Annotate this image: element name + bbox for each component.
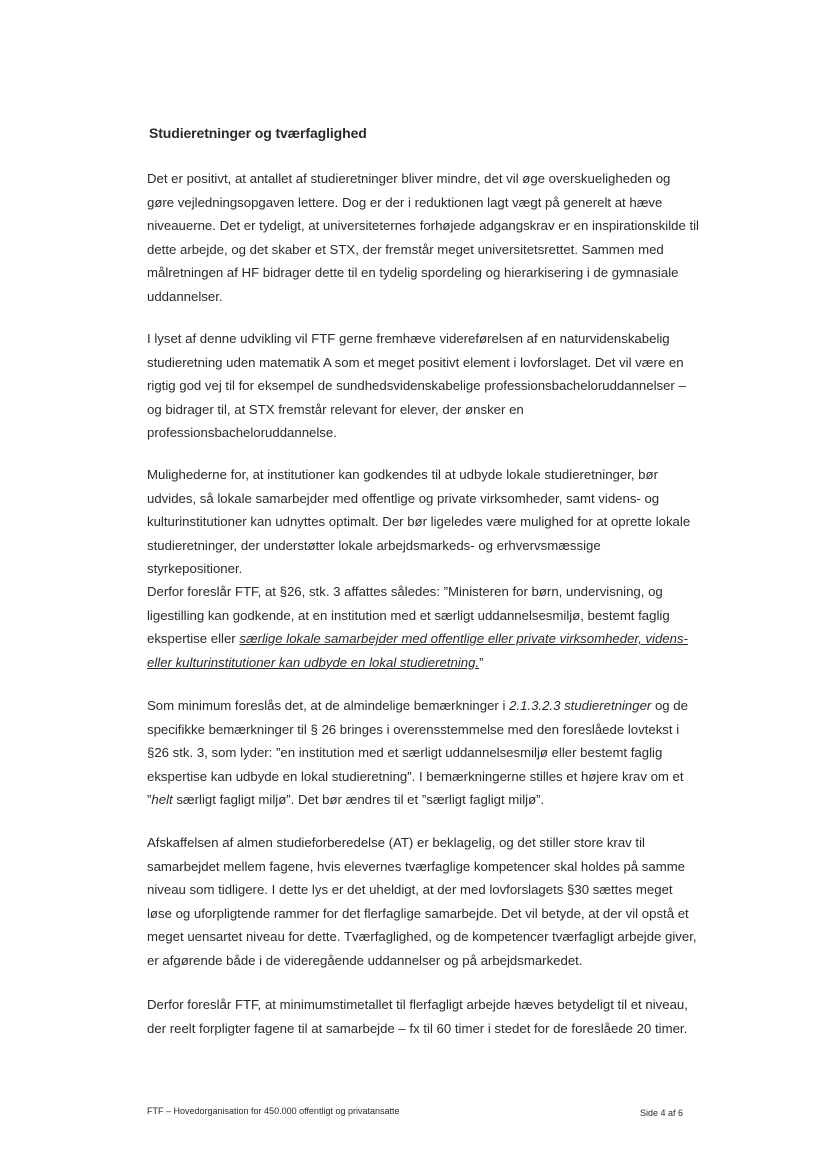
paragraph-bemaerkninger bbox=[147, 694, 699, 812]
paragraph-text-plain: særligt fagligt miljø”. Det bør ændres til et ”særligt fagligt miljø”. bbox=[172, 792, 545, 808]
paragraph-minimumstimetal bbox=[147, 993, 699, 1040]
proposed-text-italic: særlige lokale samarbejder med offentlige eller private virksomheder, videns- eller kulturinstitutioner kan udbyde en lokal studieretning. bbox=[147, 631, 688, 670]
paragraph-lokale-studieretninger bbox=[147, 463, 699, 581]
paragraph-paragraf-26-forslag bbox=[147, 580, 699, 674]
paragraph-text: Afskaffelsen af almen studieforberedelse (AT) er beklagelig, og det stiller store krav til samarbejdet mellem fagene, hvis elevernes tværfaglige kompetencer skal holdes på samme niveau som tidligere. I dette lys er det uheldigt, at der med lovforslagets §30 sættes meget løse og uforpligtende rammer for det flerfaglige samarbejde. Det vil betyde, at der vil opstå et meget uensartet niveau for dette. Tværfaglighed, og de kompetencer tværfagligt arbejde giver, er afgørende både i de videregående uddannelser og på arbejdsmarkedet. bbox=[147, 835, 697, 968]
paragraph-text-plain: og de specifikke bemærkninger til § 26 bringes i overensstemmelse med den foreslåede lovtekst i §26 stk. 3, som lyder: ”en institution med et særligt uddannelsesmiljø eller bestemt faglig ekspertise kan udbyde en lokal studieretning”. I bemærkningerne stilles et højere krav om et ” bbox=[147, 698, 688, 808]
paragraph-almen-studieforberedelse bbox=[147, 831, 699, 973]
paragraph-text: I lyset af denne udvikling vil FTF gerne fremhæve videreførelsen af en naturvidenskabelig studieretning uden matematik A som et meget positivt element i lovforslaget. Det vil være en rigtig god vej til for eksempel de sundhedsvidenskabelige professionsbacheloruddannelser – og bidrager til, at STX fremstår relevant for elever, der ønsker en professionsbacheloruddannelse. bbox=[147, 331, 686, 441]
paragraph-text: Mulighederne for, at institutioner kan godkendes til at udbyde lokale studieretninger, bør udvides, så lokale samarbejder med offentlige og private virksomheder, samt videns- og kulturinstitutioner kan udnyttes optimalt. Der bør ligeledes være mulighed for at oprette lokale studieretninger, der understøtter lokale arbejdsmarkeds- og erhvervsmæssige styrkepositioner. bbox=[147, 467, 691, 577]
paragraph-text bbox=[147, 580, 699, 674]
emphasis-italic: helt bbox=[151, 792, 173, 808]
paragraph-text-plain: Derfor foreslår FTF, at §26, stk. 3 affattes således: ”Ministeren for børn, undervisning, og ligestilling kan godkende, at en institution med et særligt uddannelsesmiljø, bestemt faglig ekspertise eller bbox=[147, 584, 670, 647]
paragraph-text-plain: ” bbox=[479, 654, 484, 670]
paragraph-text-plain: Som minimum foreslås det, at de almindelige bemærkninger i bbox=[147, 698, 510, 713]
paragraph-text: Det er positivt, at antallet af studieretninger bliver mindre, det vil øge overskueligheden og gøre vejledningsopgaven lettere. Dog er der i reduktionen lagt vægt på generelt at hæve niveauerne. Det er tydeligt, at universiteternes forhøjede adgangskrav er en inspirationskilde til dette arbejde, og det skaber et STX, der fremstår meget universitetsrettet. Sammen med målretningen af HF bidrager dette til en tydelig spordeling og hierarkisering i de gymnasiale uddannelser. bbox=[147, 171, 699, 304]
section-heading: Studieretninger og tværfaglighed bbox=[149, 125, 367, 141]
footer-organization: FTF – Hovedorganisation for 450.000 offentligt og privatansatte bbox=[147, 1106, 400, 1116]
footer-page-number: Side 4 af 6 bbox=[640, 1108, 684, 1118]
paragraph-naturvidenskab bbox=[147, 327, 699, 445]
paragraph-text: Derfor foreslår FTF, at minimumstimetallet til flerfagligt arbejde hæves betydeligt til et niveau, der reelt forpligter fagene til at samarbejde – fx til 60 timer i stedet for de foreslåede 20 timer. bbox=[147, 997, 688, 1036]
section-reference-italic: 2.1.3.2.3 studieretninger bbox=[509, 698, 652, 713]
paragraph-text bbox=[147, 694, 699, 812]
paragraph-studieretninger bbox=[147, 167, 699, 309]
